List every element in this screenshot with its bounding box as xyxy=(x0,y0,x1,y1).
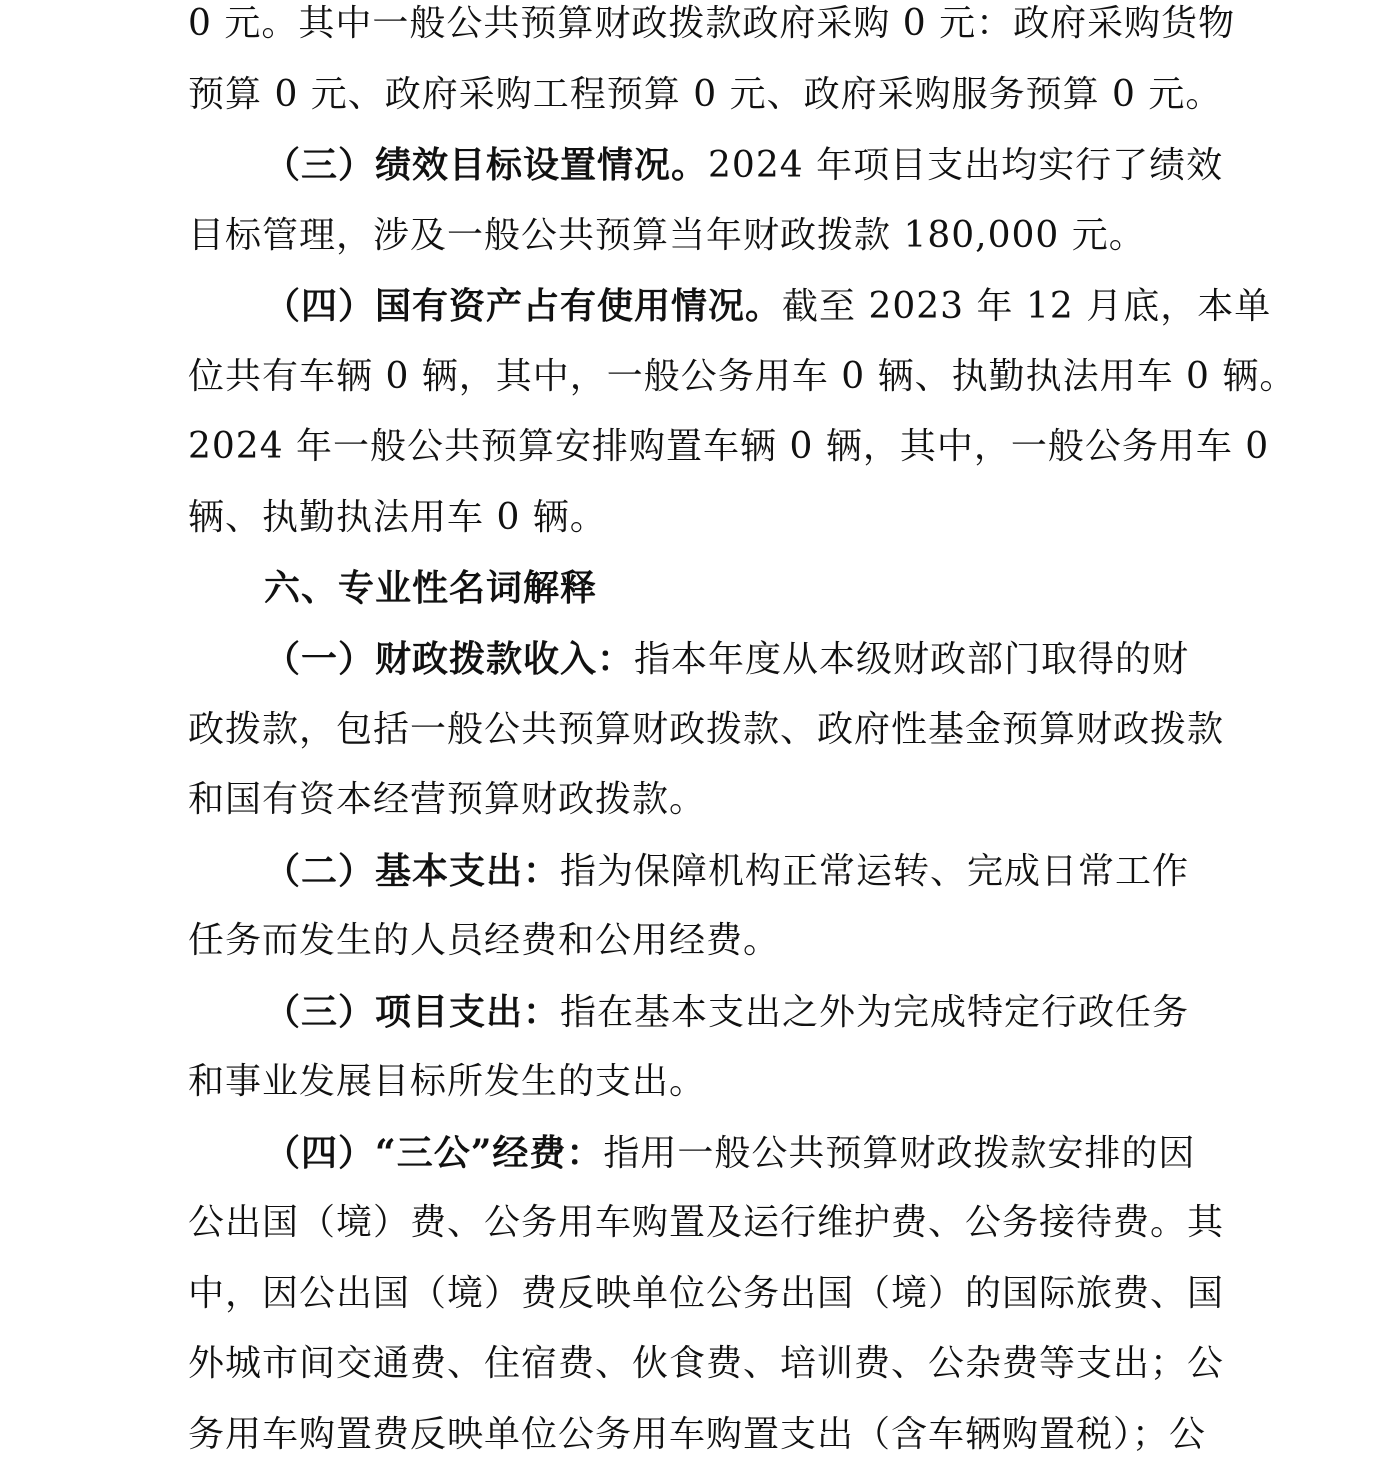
text-segment: 指为保障机构正常运转、完成日常工作 xyxy=(560,851,1190,892)
section-heading-inline: （三）绩效目标设置情况。 xyxy=(264,144,709,186)
term-4-three-public-expenses xyxy=(264,1131,1195,1176)
chapter-heading: 六、专业性名词解释 xyxy=(264,567,598,609)
text-segment: 和国有资本经营预算财政拨款。 xyxy=(188,779,707,820)
text-line xyxy=(188,425,1269,469)
text-segment: 指用一般公共预算财政拨款安排的因 xyxy=(603,1133,1196,1174)
section-heading-inline: （四）国有资产占有使用情况。 xyxy=(264,285,783,327)
text-line xyxy=(188,2,1235,46)
text-line xyxy=(188,1060,706,1104)
text-segment: 指在基本支出之外为完成特定行政任务 xyxy=(560,992,1190,1033)
text-segment: 2024 年一般公共预算安排购置车辆 0 辆，其中，一般公务用车 0 xyxy=(188,426,1270,467)
text-segment: 和事业发展目标所发生的支出。 xyxy=(188,1061,707,1102)
term-heading: （三）项目支出： xyxy=(264,991,561,1033)
text-line xyxy=(188,496,607,540)
text-segment: 政拨款，包括一般公共预算财政拨款、政府性基金预算财政拨款 xyxy=(188,709,1225,750)
term-2-basic-expenditure xyxy=(264,849,1189,894)
section-3-performance-targets xyxy=(264,143,1223,188)
text-segment: 截至 2023 年 12 月底，本单 xyxy=(782,286,1272,327)
text-line xyxy=(188,1342,1224,1386)
term-heading: （一）财政拨款收入： xyxy=(264,638,635,680)
text-line xyxy=(188,355,1296,399)
text-segment: 0 元。其中一般公共预算财政拨款政府采购 0 元：政府采购货物 xyxy=(188,3,1236,44)
term-3-project-expenditure xyxy=(264,990,1189,1035)
text-line xyxy=(188,708,1224,752)
text-segment: 预算 0 元、政府采购工程预算 0 元、政府采购服务预算 0 元。 xyxy=(188,74,1223,115)
term-1-fiscal-appropriation xyxy=(264,637,1189,682)
term-heading: （四）“三公”经费： xyxy=(264,1132,604,1174)
text-line xyxy=(188,1272,1224,1316)
text-segment: 任务而发生的人员经费和公用经费。 xyxy=(188,920,781,961)
text-line xyxy=(188,214,1146,258)
section-4-state-assets xyxy=(264,284,1271,329)
chapter-6-heading xyxy=(264,566,597,611)
text-segment: 务用车购置费反映单位公务用车购置支出（含车辆购置税）；公 xyxy=(188,1414,1207,1455)
text-line xyxy=(188,73,1222,117)
text-segment: 位共有车辆 0 辆，其中，一般公务用车 0 辆、执勤执法用车 0 辆。 xyxy=(188,356,1297,397)
text-line xyxy=(188,919,780,963)
text-segment: 辆、执勤执法用车 0 辆。 xyxy=(188,497,607,538)
text-segment: 2024 年项目支出均实行了绩效 xyxy=(708,145,1224,186)
text-line xyxy=(188,1201,1224,1245)
text-segment: 中，因公出国（境）费反映单位公务出国（境）的国际旅费、国 xyxy=(188,1273,1225,1314)
text-segment: 目标管理，涉及一般公共预算当年财政拨款 180,000 元。 xyxy=(188,215,1146,256)
text-segment: 外城市间交通费、住宿费、伙食费、培训费、公杂费等支出；公 xyxy=(188,1343,1225,1384)
text-segment: 指本年度从本级财政部门取得的财 xyxy=(634,639,1190,680)
text-segment: 公出国（境）费、公务用车购置及运行维护费、公务接待费。其 xyxy=(188,1202,1225,1243)
text-line xyxy=(188,1413,1206,1457)
text-line xyxy=(188,778,706,822)
term-heading: （二）基本支出： xyxy=(264,850,561,892)
